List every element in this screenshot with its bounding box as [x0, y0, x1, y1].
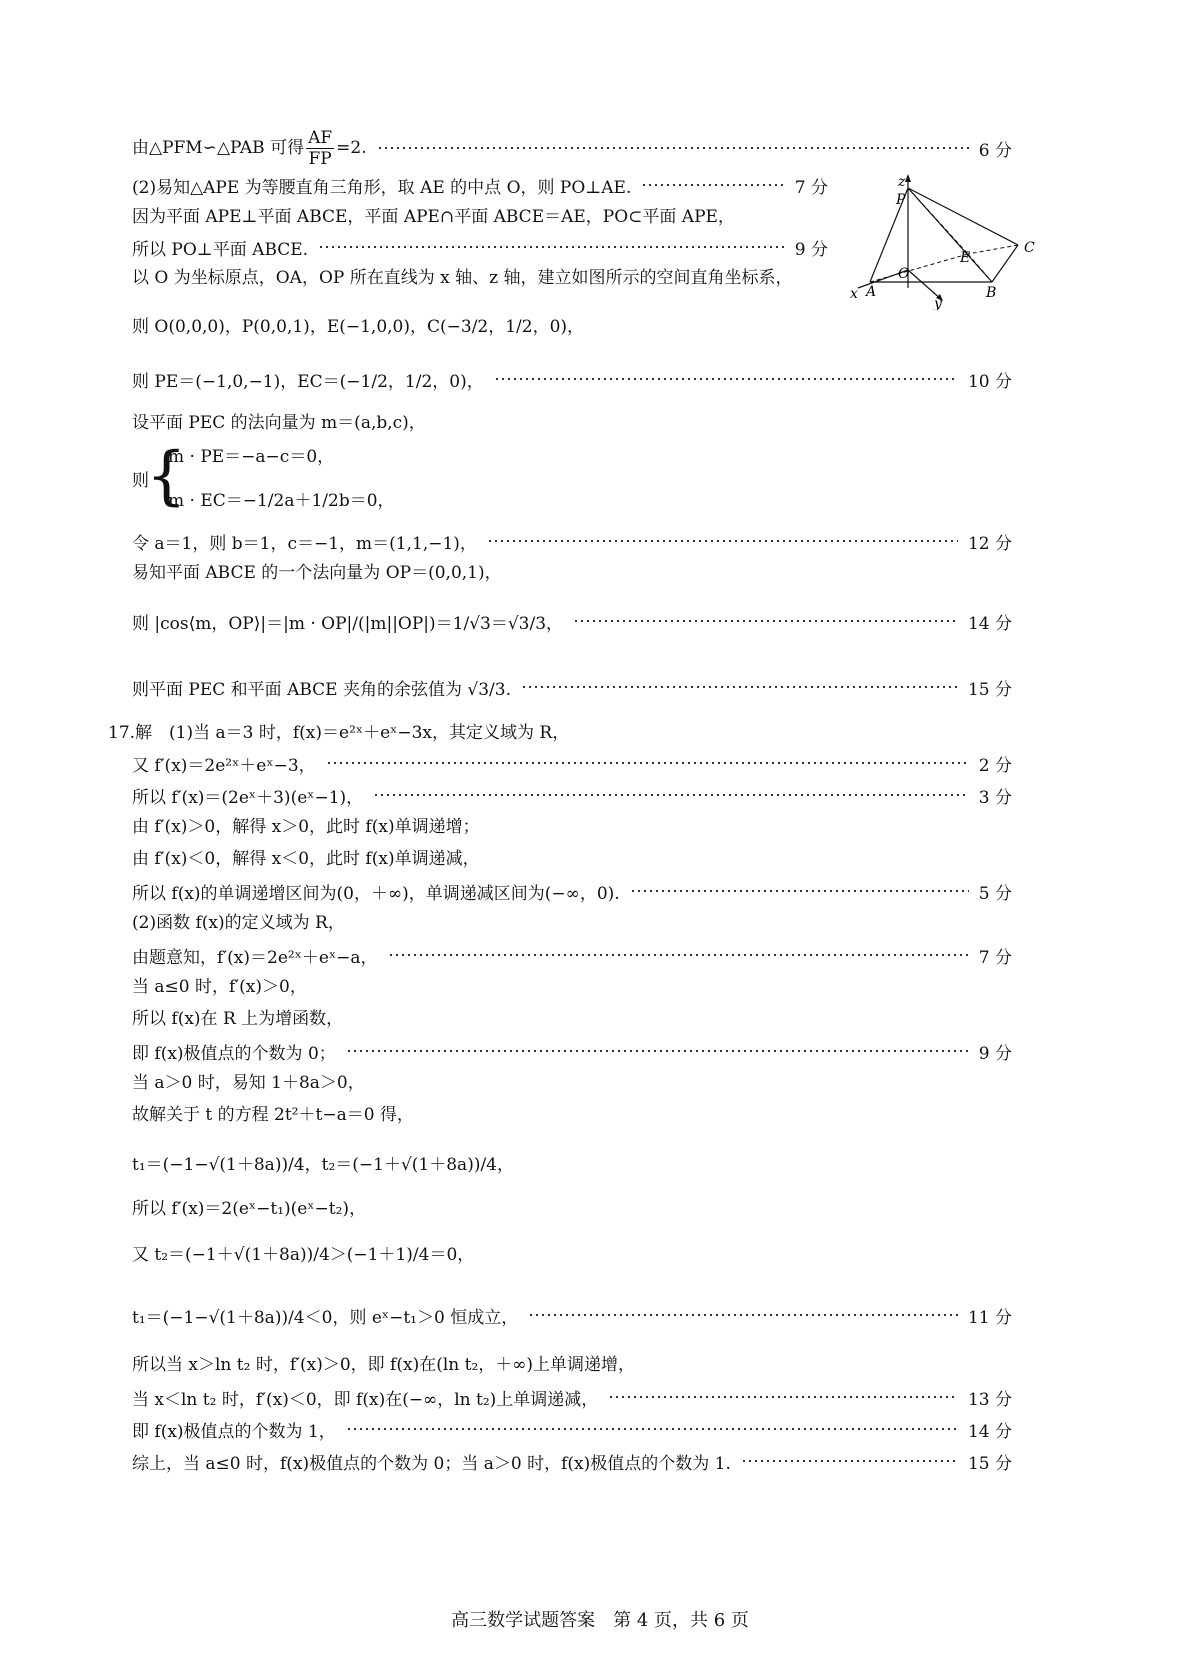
line-19: 所以 f(x)的单调递增区间为(0，＋∞)，单调递减区间为(−∞，0). 5 分: [132, 880, 1012, 902]
leader-dots: [630, 890, 969, 892]
score-33: 14 分: [967, 1421, 1012, 1442]
leader-dots: [346, 1428, 958, 1430]
line-21: 由题意知，f′(x)＝2e²ˣ＋eˣ−a， 7 分: [132, 944, 1012, 966]
score-12: 14 分: [967, 613, 1012, 634]
leader-dots: [494, 378, 958, 380]
line-5: 以 O 为坐标原点，OA，OP 所在直线为 x 轴、z 轴，建立如图所示的空间直角坐标系，: [132, 268, 793, 288]
leader-dots: [373, 794, 969, 796]
label-a: A: [866, 284, 877, 300]
score-13: 15 分: [967, 679, 1012, 700]
leader-dots: [528, 1314, 958, 1316]
line-13: 则平面 PEC 和平面 ABCE 夹角的余弦值为 √3/3. 15 分: [132, 676, 1012, 698]
line-29: 又 t₂＝(−1＋√(1＋8a))/4＞(−1＋1)/4＝0，: [132, 1245, 475, 1265]
edge-ea: [870, 254, 968, 282]
line-15: 又 f′(x)＝2e²ˣ＋eˣ−3， 2 分: [132, 752, 1012, 774]
line-4: 所以 PO⊥平面 ABCE. 9 分: [132, 236, 828, 258]
score-30: 11 分: [967, 1307, 1012, 1328]
line-24: 即 f(x)极值点的个数为 0； 9 分: [132, 1040, 1012, 1062]
line-25: 当 a＞0 时，易知 1＋8a＞0，: [132, 1073, 365, 1093]
leader-dots: [388, 954, 969, 956]
equation-2: m · EC＝−1/2a＋1/2b＝0，: [168, 491, 395, 511]
leader-dots: [318, 246, 785, 248]
leader-dots: [608, 1396, 958, 1398]
line-12: 则 |cos⟨m，OP⟩|＝|m · OP|/(|m||OP|)＝1/√3＝√3/3， 14 分: [132, 610, 1012, 632]
score-16: 3 分: [978, 787, 1012, 808]
label-p: P: [896, 192, 906, 208]
leader-dots: [346, 1050, 969, 1052]
leader-dots: [487, 540, 958, 542]
line-8: 设平面 PEC 的法向量为 m＝(a,b,c)，: [132, 413, 426, 433]
leader-dots: [741, 1460, 958, 1462]
label-z: z: [898, 174, 906, 190]
fraction-af-fp: $\frac{AF}{FP}$: [308, 127, 333, 169]
label-c: C: [1024, 240, 1035, 256]
edge-ce: [968, 245, 1018, 254]
line-10: 令 a＝1，则 b＝1，c＝−1，m＝(1,1,−1)， 12 分: [132, 530, 1012, 552]
line-32: 当 x＜ln t₂ 时，f′(x)＜0，即 f(x)在(−∞，ln t₂)上单调递减， 13 分: [132, 1386, 1012, 1408]
score-34: 15 分: [967, 1453, 1012, 1474]
equation-1: m · PE＝−a−c＝0，: [168, 447, 335, 467]
line-27: t₁＝(−1−√(1＋8a))/4，t₂＝(−1＋√(1＋8a))/4，: [132, 1155, 515, 1175]
line-3: 因为平面 APE⊥平面 ABCE，平面 APE∩平面 ABCE＝AE，PO⊂平面 APE，: [132, 207, 735, 227]
label-x: x: [850, 286, 858, 302]
line-26: 故解关于 t 的方程 2t²＋t−a＝0 得，: [132, 1105, 414, 1125]
line-16: 所以 f′(x)＝(2eˣ＋3)(eˣ−1)， 3 分: [132, 784, 1012, 806]
score-15: 2 分: [978, 755, 1012, 776]
label-y: y: [934, 296, 942, 310]
score-10: 12 分: [967, 533, 1012, 554]
z-arrow: [905, 174, 911, 182]
score-24: 9 分: [978, 1043, 1012, 1064]
score-32: 13 分: [967, 1389, 1012, 1410]
score-19: 5 分: [978, 883, 1012, 904]
line-34: 综上，当 a≤0 时，f(x)极值点的个数为 0；当 a＞0 时，f(x)极值点的个数为 1. 15 分: [132, 1450, 1012, 1472]
score-2: 7 分: [794, 177, 828, 198]
line-11: 易知平面 ABCE 的一个法向量为 OP＝(0,0,1)，: [132, 563, 502, 583]
leader-dots: [573, 620, 958, 622]
leader-dots: [641, 184, 784, 186]
label-e: E: [960, 250, 971, 266]
system-prefix: 则: [132, 471, 149, 491]
line-33: 即 f(x)极值点的个数为 1， 14 分: [132, 1418, 1012, 1440]
line-2: (2)易知△APE 为等腰直角三角形，取 AE 的中点 O，则 PO⊥AE. 7 分: [132, 174, 828, 196]
label-o: O: [898, 266, 910, 282]
line-1: 由△PFM∽△PAB 可得 $\frac{AF}{FP}$ =2. 6 分: [132, 127, 1012, 169]
line-20: (2)函数 f(x)的定义域为 R，: [132, 913, 345, 933]
line-30: t₁＝(−1−√(1＋8a))/4＜0，则 eˣ−t₁＞0 恒成立， 11 分: [132, 1304, 1012, 1326]
page-footer: 高三数学试题答案 第 4 页，共 6 页: [451, 1610, 749, 1631]
line-28: 所以 f′(x)＝2(eˣ−t₁)(eˣ−t₂)，: [132, 1199, 367, 1219]
score-1: 6 分: [978, 140, 1012, 161]
line-6: 则 O(0,0,0)，P(0,0,1)，E(−1,0,0)，C(−3/2，1/2，0)，: [132, 317, 585, 337]
label-b: B: [986, 285, 997, 301]
line-1-text: 由△PFM∽△PAB 可得: [132, 137, 305, 158]
score-4: 9 分: [794, 239, 828, 260]
score-21: 7 分: [978, 947, 1012, 968]
line-22: 当 a≤0 时，f′(x)＞0，: [132, 977, 307, 997]
edge-pc: [908, 188, 1018, 245]
line-17: 由 f′(x)＞0，解得 x＞0，此时 f(x)单调递增；: [132, 817, 480, 837]
leader-dots: [326, 762, 969, 764]
edge-bc: [992, 245, 1018, 282]
leader-dots: [521, 686, 958, 688]
line-18: 由 f′(x)＜0，解得 x＜0，此时 f(x)单调递减，: [132, 849, 480, 869]
line-23: 所以 f(x)在 R 上为增函数，: [132, 1009, 344, 1029]
problem-17-heading: 17.解 (1)当 a＝3 时，f(x)＝e²ˣ＋eˣ−3x，其定义域为 R，: [108, 723, 570, 743]
leader-dots: [377, 147, 969, 149]
line-31: 所以当 x＞ln t₂ 时，f′(x)＞0，即 f(x)在(ln t₂，＋∞)上单调递增，: [132, 1355, 636, 1375]
pyramid-figure: [850, 170, 1050, 310]
score-7: 10 分: [967, 371, 1012, 392]
system-brace: {: [146, 439, 187, 513]
line-7: 则 PE＝(−1,0,−1)，EC＝(−1/2，1/2，0)， 10 分: [132, 368, 1012, 390]
